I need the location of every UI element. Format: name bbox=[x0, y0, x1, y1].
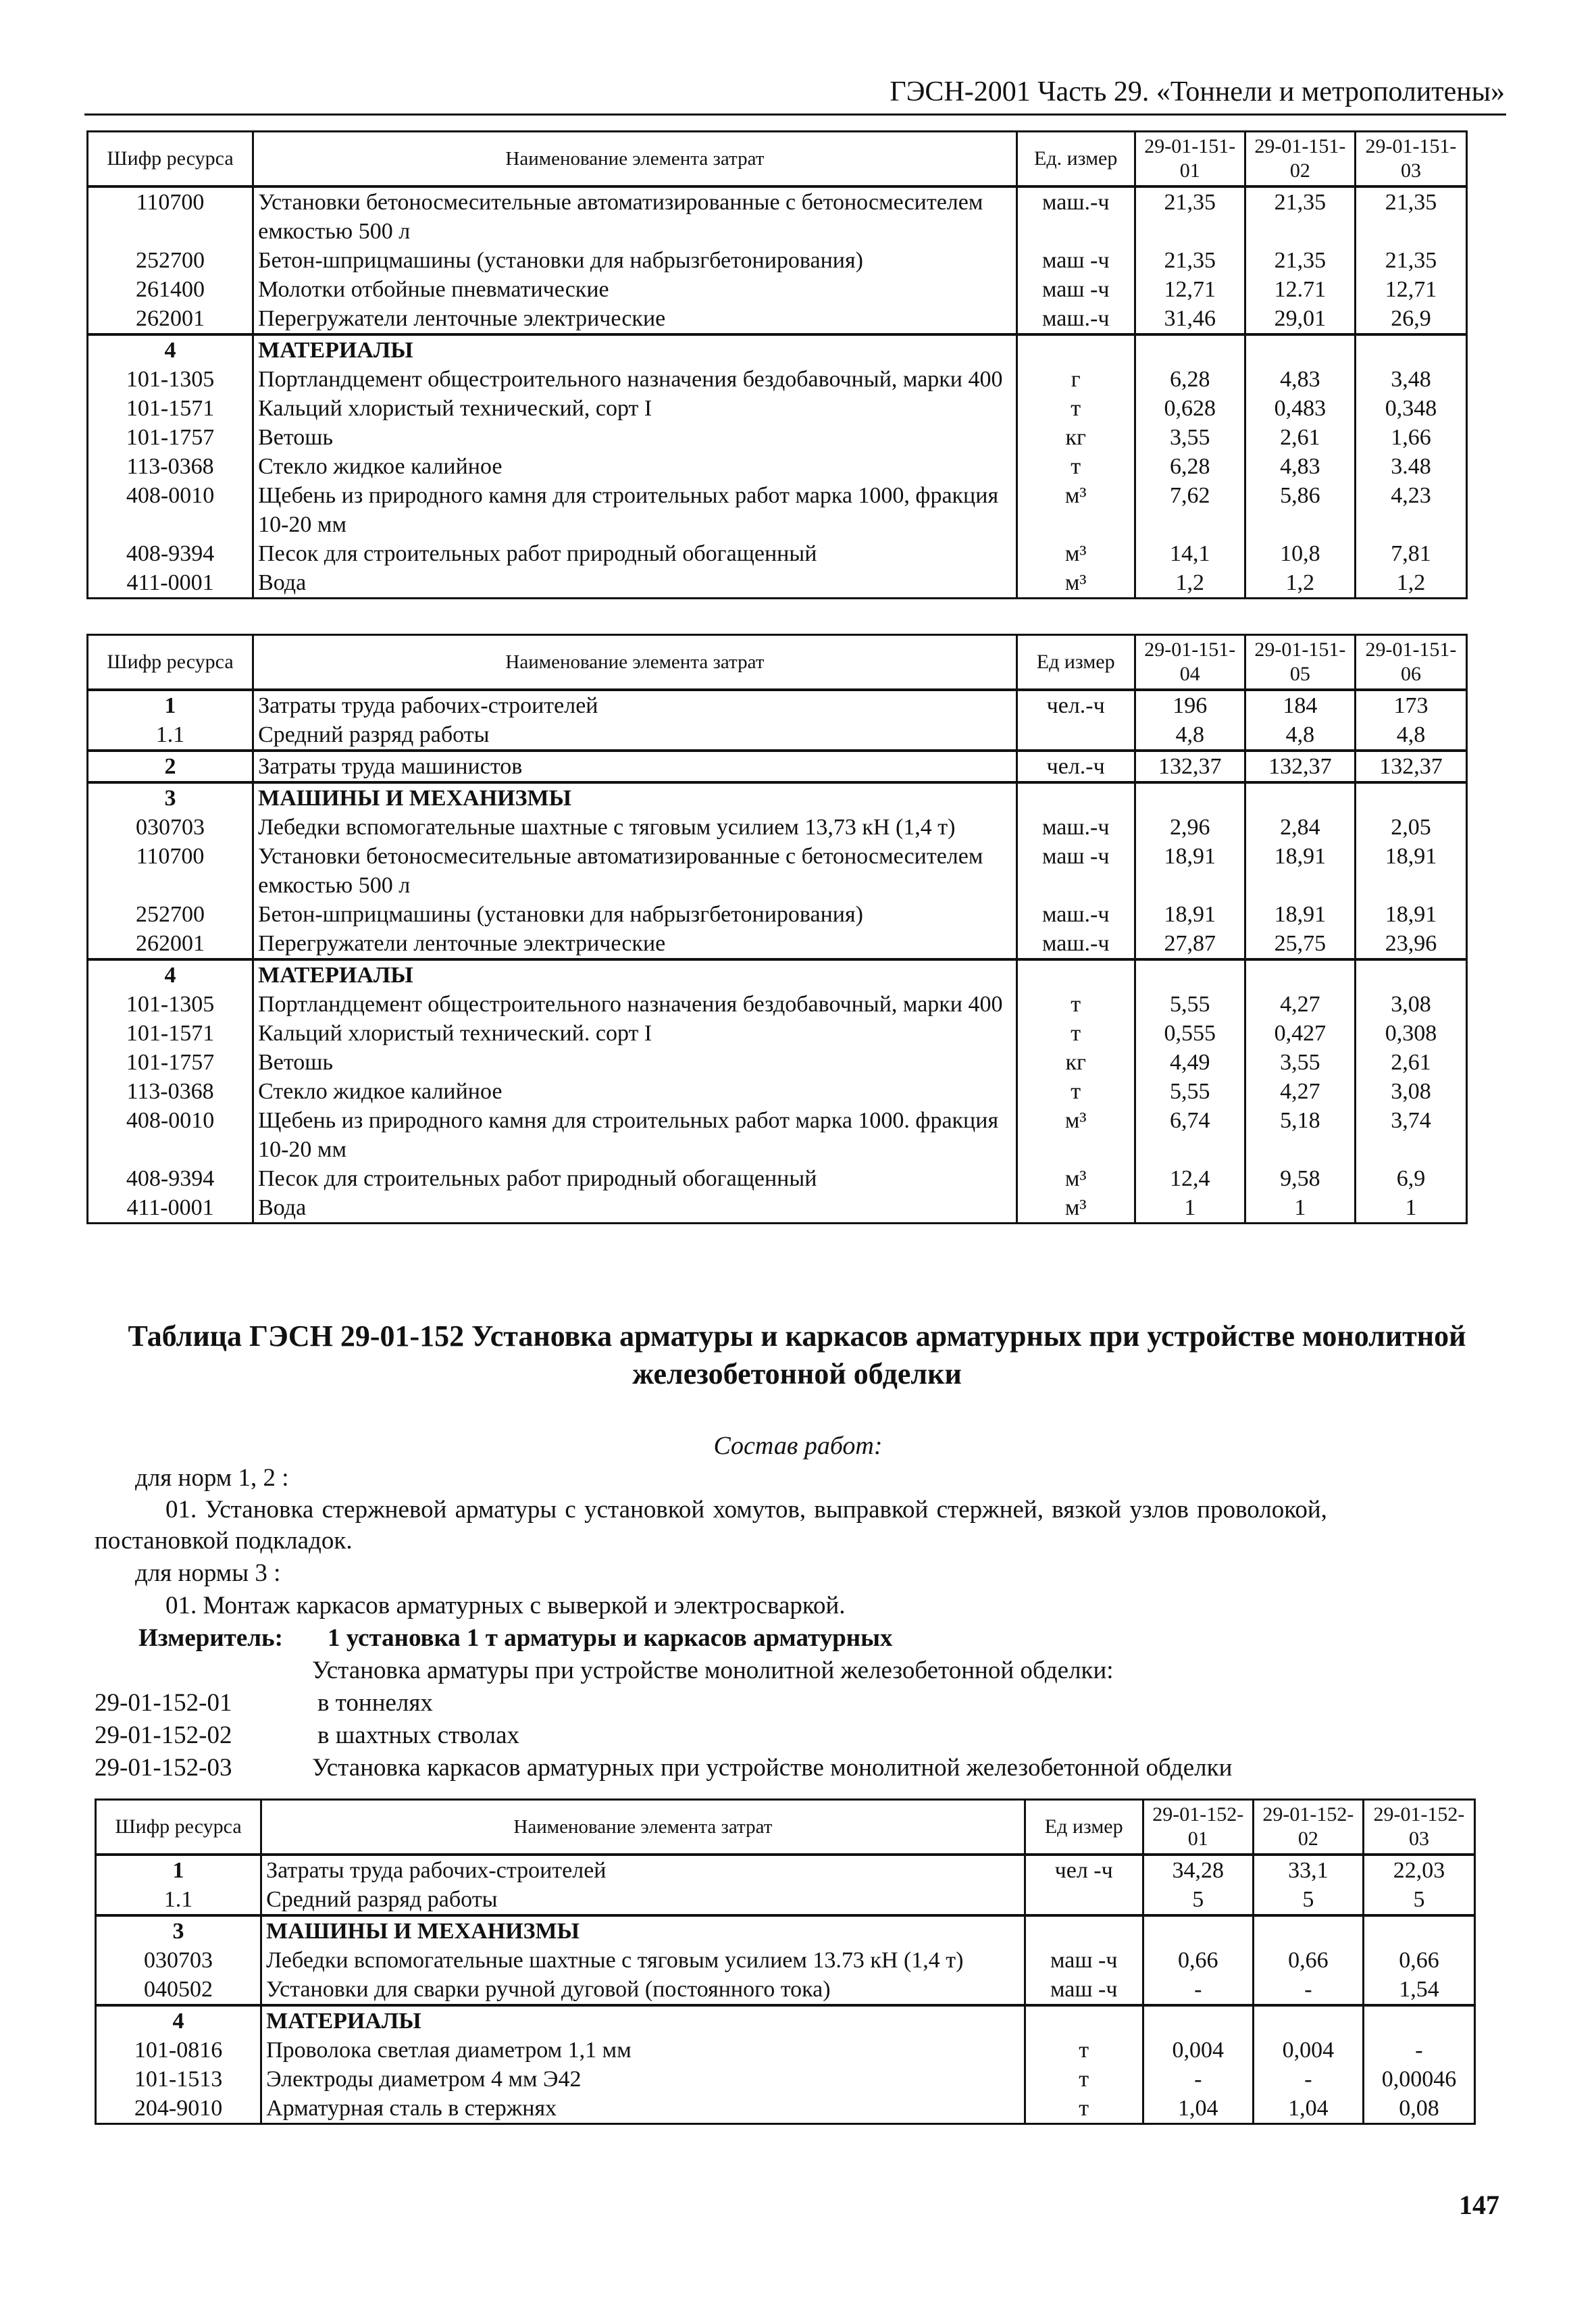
section-heading: МАТЕРИАЛЫ bbox=[261, 2005, 1025, 2036]
unit: маш.-ч bbox=[1016, 304, 1135, 334]
norm-value: 0,66 bbox=[1143, 1946, 1253, 1975]
unit bbox=[1016, 720, 1135, 751]
resource-name: Затраты труда рабочих-строителей bbox=[253, 690, 1017, 720]
norm-value: 29,01 bbox=[1245, 304, 1355, 334]
norm-value: 1 bbox=[1135, 1193, 1245, 1224]
norm-value: 21,35 bbox=[1355, 246, 1466, 275]
meter-label: Измеритель: bbox=[138, 1624, 283, 1652]
table-row bbox=[88, 394, 1467, 423]
section-heading: МАТЕРИАЛЫ bbox=[253, 334, 1017, 365]
unit: м³ bbox=[1016, 1164, 1135, 1193]
resource-name: Ветошь bbox=[253, 423, 1017, 452]
resource-code: 110700 bbox=[88, 842, 253, 900]
norm-value: 3,08 bbox=[1355, 990, 1466, 1019]
norm-value: 184 bbox=[1245, 690, 1355, 720]
norm-value: 18,91 bbox=[1135, 842, 1245, 900]
norm-value: 0,08 bbox=[1363, 2094, 1474, 2124]
norm-value: 4,83 bbox=[1245, 452, 1355, 481]
norm-value bbox=[1245, 782, 1355, 813]
norm-value: 2,96 bbox=[1135, 813, 1245, 842]
table-row bbox=[96, 2094, 1475, 2124]
norm-value bbox=[1355, 334, 1466, 365]
unit: м³ bbox=[1016, 1193, 1135, 1224]
norm-value: 27,87 bbox=[1135, 929, 1245, 959]
resource-name: Установки бетоносмесительные автоматизированные с бетоносмесителем емкостью 500 л bbox=[253, 842, 1017, 900]
norm-desc: Установка каркасов арматурных при устройстве монолитной железобетонной обделки bbox=[312, 1754, 1233, 1782]
norm-value: - bbox=[1253, 1975, 1363, 2005]
norm-value bbox=[1363, 1915, 1474, 1946]
unit: кг bbox=[1016, 423, 1135, 452]
norm-value bbox=[1135, 334, 1245, 365]
norm-value: 0,628 bbox=[1135, 394, 1245, 423]
unit: т bbox=[1016, 990, 1135, 1019]
norm-value: 132,37 bbox=[1355, 751, 1466, 782]
norm-value: 2,61 bbox=[1355, 1048, 1466, 1077]
table-row bbox=[88, 813, 1467, 842]
norm-value: 18,91 bbox=[1245, 842, 1355, 900]
resource-code: 101-1305 bbox=[88, 990, 253, 1019]
norm-value: 4,83 bbox=[1245, 365, 1355, 394]
unit: маш -ч bbox=[1016, 842, 1135, 900]
norm-value: 1,54 bbox=[1363, 1975, 1474, 2005]
norm-value: 12.71 bbox=[1245, 275, 1355, 304]
norm-value: 3,74 bbox=[1355, 1106, 1466, 1164]
resource-code: 1 bbox=[96, 1855, 261, 1885]
table-row bbox=[96, 1975, 1475, 2005]
norm-value: 5,86 bbox=[1245, 481, 1355, 539]
header-unit: Ед измер bbox=[1025, 1800, 1143, 1855]
norm-value: 5 bbox=[1143, 1885, 1253, 1915]
unit: т bbox=[1025, 2094, 1143, 2124]
table-row bbox=[88, 929, 1467, 959]
norm-value bbox=[1253, 2005, 1363, 2036]
norm-value: 18,91 bbox=[1245, 900, 1355, 929]
resource-code: 1.1 bbox=[96, 1885, 261, 1915]
norm-value: 21,35 bbox=[1135, 186, 1245, 246]
norm-value bbox=[1245, 959, 1355, 990]
norm-value: 22,03 bbox=[1363, 1855, 1474, 1885]
norm-value: 5,18 bbox=[1245, 1106, 1355, 1164]
table-row bbox=[96, 2036, 1475, 2065]
norm-value: 6,28 bbox=[1135, 452, 1245, 481]
norm-code: 29-01-152-02 bbox=[95, 1721, 232, 1749]
resource-name: Перегружатели ленточные электрические bbox=[253, 304, 1017, 334]
norm-value: 4,49 bbox=[1135, 1048, 1245, 1077]
header-norm-code: 29-01-151-04 bbox=[1135, 635, 1245, 690]
norm-value: 5,55 bbox=[1135, 1077, 1245, 1106]
norm-value: 18,91 bbox=[1355, 842, 1466, 900]
norm-value: 3,55 bbox=[1245, 1048, 1355, 1077]
norm-value: 3,48 bbox=[1355, 365, 1466, 394]
resource-code: 110700 bbox=[88, 186, 253, 246]
norm-value: 5 bbox=[1253, 1885, 1363, 1915]
norm-desc: в тоннелях bbox=[317, 1689, 433, 1717]
table-row bbox=[88, 1106, 1467, 1164]
header-norm-code: 29-01-151-06 bbox=[1355, 635, 1466, 690]
resource-code: 3 bbox=[96, 1915, 261, 1946]
resource-code: 040502 bbox=[96, 1975, 261, 2005]
table-row bbox=[88, 1048, 1467, 1077]
table-row bbox=[88, 1077, 1467, 1106]
norm-value: 1,2 bbox=[1135, 568, 1245, 599]
header-code: Шифр ресурса bbox=[88, 635, 253, 690]
norm-value: - bbox=[1253, 2065, 1363, 2094]
header-name: Наименование элемента затрат bbox=[261, 1800, 1025, 1855]
norm-value: 4,27 bbox=[1245, 990, 1355, 1019]
norm-value: 1 bbox=[1245, 1193, 1355, 1224]
unit bbox=[1016, 959, 1135, 990]
norm-value: - bbox=[1143, 2065, 1253, 2094]
norm-value: 9,58 bbox=[1245, 1164, 1355, 1193]
resource-code: 101-1757 bbox=[88, 423, 253, 452]
norm-value: 0,483 bbox=[1245, 394, 1355, 423]
table-title: Таблица ГЭСН 29-01-152 Установка арматуры и каркасов арматурных при устройстве монолитной железобетонной обделки bbox=[128, 1319, 1466, 1390]
page-number: 147 bbox=[1459, 2190, 1499, 2220]
resource-code: 101-1757 bbox=[88, 1048, 253, 1077]
resource-name: Портландцемент общестроительного назначения бездобавочный, марки 400 bbox=[253, 990, 1017, 1019]
resource-name: Стекло жидкое калийное bbox=[253, 1077, 1017, 1106]
resource-name: Лебедки вспомогательные шахтные с тяговым усилием 13.73 кН (1,4 т) bbox=[261, 1946, 1025, 1975]
norm-value: 0,427 bbox=[1245, 1019, 1355, 1048]
unit: м³ bbox=[1016, 1106, 1135, 1164]
unit: маш.-ч bbox=[1016, 186, 1135, 246]
unit: чел.-ч bbox=[1016, 690, 1135, 720]
norm-code: 29-01-152-01 bbox=[95, 1689, 232, 1717]
norm-value: 10,8 bbox=[1245, 539, 1355, 568]
norm-group-caption: Установка арматуры при устройстве монолитной железобетонной обделки: bbox=[312, 1657, 1114, 1684]
norm-value: 6,28 bbox=[1135, 365, 1245, 394]
resource-name: Вода bbox=[253, 568, 1017, 599]
resource-name: Затраты труда машинистов bbox=[253, 751, 1017, 782]
table-row bbox=[88, 568, 1467, 599]
header-norm-code: 29-01-151-05 bbox=[1245, 635, 1355, 690]
norm-value: 5,55 bbox=[1135, 990, 1245, 1019]
norm-value: 5 bbox=[1363, 1885, 1474, 1915]
norm-value: 25,75 bbox=[1245, 929, 1355, 959]
norm-value: 3,08 bbox=[1355, 1077, 1466, 1106]
norm-value: 18,91 bbox=[1135, 900, 1245, 929]
header-norm-code: 29-01-152-01 bbox=[1143, 1800, 1253, 1855]
resource-name: Щебень из природного камня для строительных работ марка 1000, фракция 10-20 мм bbox=[253, 481, 1017, 539]
table-row bbox=[88, 186, 1467, 246]
unit: маш.-ч bbox=[1016, 900, 1135, 929]
norm-value: 2,84 bbox=[1245, 813, 1355, 842]
resource-code: 262001 bbox=[88, 929, 253, 959]
norm-value: 1,2 bbox=[1245, 568, 1355, 599]
resource-code: 101-0816 bbox=[96, 2036, 261, 2065]
for-norms-1-2: для норм 1, 2 : bbox=[135, 1464, 289, 1492]
norm-desc: в шахтных стволах bbox=[317, 1721, 519, 1749]
unit bbox=[1016, 782, 1135, 813]
resource-code: 101-1305 bbox=[88, 365, 253, 394]
header-unit: Ед. измер bbox=[1016, 132, 1135, 187]
norm-value: 4,8 bbox=[1245, 720, 1355, 751]
resource-code: 4 bbox=[88, 334, 253, 365]
table-row bbox=[88, 539, 1467, 568]
header-norm-code: 29-01-152-02 bbox=[1253, 1800, 1363, 1855]
norm-value: 1,2 bbox=[1355, 568, 1466, 599]
resource-code: 408-9394 bbox=[88, 1164, 253, 1193]
resource-code: 030703 bbox=[88, 813, 253, 842]
norm-value: - bbox=[1363, 2036, 1474, 2065]
unit: т bbox=[1025, 2036, 1143, 2065]
norm-value: 4,27 bbox=[1245, 1077, 1355, 1106]
resource-table-151-04-06 bbox=[86, 634, 1468, 1224]
header-unit: Ед измер bbox=[1016, 635, 1135, 690]
resource-name: Электроды диаметром 4 мм Э42 bbox=[261, 2065, 1025, 2094]
unit: м³ bbox=[1016, 481, 1135, 539]
unit bbox=[1016, 334, 1135, 365]
table-row bbox=[88, 690, 1467, 720]
resource-code: 101-1571 bbox=[88, 394, 253, 423]
norm-value bbox=[1135, 782, 1245, 813]
norm-value: 1,66 bbox=[1355, 423, 1466, 452]
resource-name: Установки для сварки ручной дуговой (постоянного тока) bbox=[261, 1975, 1025, 2005]
resource-code: 252700 bbox=[88, 246, 253, 275]
resource-table-152 bbox=[95, 1799, 1476, 2125]
header-name: Наименование элемента затрат bbox=[253, 635, 1017, 690]
unit: маш.-ч bbox=[1016, 929, 1135, 959]
table-row bbox=[88, 246, 1467, 275]
norm-value: 12,4 bbox=[1135, 1164, 1245, 1193]
unit bbox=[1025, 1915, 1143, 1946]
norm-value: - bbox=[1143, 1975, 1253, 2005]
unit bbox=[1025, 2005, 1143, 2036]
header-norm-code: 29-01-152-03 bbox=[1363, 1800, 1474, 1855]
norm-value: 4,8 bbox=[1135, 720, 1245, 751]
norm-value: 3.48 bbox=[1355, 452, 1466, 481]
table-row bbox=[88, 1193, 1467, 1224]
unit: т bbox=[1016, 394, 1135, 423]
for-norm-3: для нормы 3 : bbox=[135, 1559, 281, 1587]
norm-value: 23,96 bbox=[1355, 929, 1466, 959]
resource-name: Арматурная сталь в стержнях bbox=[261, 2094, 1025, 2124]
section-row bbox=[88, 782, 1467, 813]
table-row bbox=[96, 1946, 1475, 1975]
table-row bbox=[88, 900, 1467, 929]
unit: т bbox=[1016, 452, 1135, 481]
header-norm-code: 29-01-151-03 bbox=[1355, 132, 1466, 187]
resource-name: Перегружатели ленточные электрические bbox=[253, 929, 1017, 959]
resource-code: 252700 bbox=[88, 900, 253, 929]
norm-value: 4,23 bbox=[1355, 481, 1466, 539]
norm-value: 7,81 bbox=[1355, 539, 1466, 568]
header-code: Шифр ресурса bbox=[96, 1800, 261, 1855]
section-heading: МАШИНЫ И МЕХАНИЗМЫ bbox=[253, 782, 1017, 813]
table-row bbox=[88, 452, 1467, 481]
header-norm-code: 29-01-151-02 bbox=[1245, 132, 1355, 187]
resource-code: 101-1513 bbox=[96, 2065, 261, 2094]
norm-value: 21,35 bbox=[1245, 186, 1355, 246]
work-step-1-2: 01. Установка стержневой арматуры с установкой хомутов, выправкой стержней, вязкой узлов проволокой, bbox=[165, 1496, 1327, 1524]
resource-code: 3 bbox=[88, 782, 253, 813]
norm-value: 132,37 bbox=[1245, 751, 1355, 782]
norm-value bbox=[1143, 2005, 1253, 2036]
norm-value: 1,04 bbox=[1143, 2094, 1253, 2124]
norm-value: 6,9 bbox=[1355, 1164, 1466, 1193]
norm-value bbox=[1143, 1915, 1253, 1946]
norm-value: 26,9 bbox=[1355, 304, 1466, 334]
table-row bbox=[88, 304, 1467, 334]
resource-code: 113-0368 bbox=[88, 1077, 253, 1106]
header-name: Наименование элемента затрат bbox=[253, 132, 1017, 187]
resource-name: Лебедки вспомогательные шахтные с тяговым усилием 13,73 кН (1,4 т) bbox=[253, 813, 1017, 842]
norm-value: 0,66 bbox=[1363, 1946, 1474, 1975]
table-row bbox=[96, 1885, 1475, 1915]
norm-value: 1,04 bbox=[1253, 2094, 1363, 2124]
unit: т bbox=[1016, 1077, 1135, 1106]
resource-code: 408-0010 bbox=[88, 481, 253, 539]
norm-value: 196 bbox=[1135, 690, 1245, 720]
section-row bbox=[96, 2005, 1475, 2036]
table-row bbox=[88, 842, 1467, 900]
resource-name: Щебень из природного камня для строительных работ марка 1000. фракция 10-20 мм bbox=[253, 1106, 1017, 1164]
table-row bbox=[88, 1164, 1467, 1193]
norm-value: 0,555 bbox=[1135, 1019, 1245, 1048]
resource-name: Средний разряд работы bbox=[253, 720, 1017, 751]
table-row bbox=[88, 365, 1467, 394]
resource-code: 101-1571 bbox=[88, 1019, 253, 1048]
resource-code: 1.1 bbox=[88, 720, 253, 751]
resource-name: Установки бетоносмесительные автоматизированные с бетоносмесителем емкостью 500 л bbox=[253, 186, 1017, 246]
table-row bbox=[88, 751, 1467, 782]
resource-name: Бетон-шприцмашины (установки для набрызгбетонирования) bbox=[253, 900, 1017, 929]
resource-name: Вода bbox=[253, 1193, 1017, 1224]
running-head: ГЭСН-2001 Часть 29. «Тоннели и метрополитены» bbox=[890, 76, 1505, 107]
unit: маш.-ч bbox=[1016, 813, 1135, 842]
unit: т bbox=[1016, 1019, 1135, 1048]
unit: маш -ч bbox=[1025, 1975, 1143, 2005]
norm-value: 34,28 bbox=[1143, 1855, 1253, 1885]
section-row bbox=[88, 334, 1467, 365]
resource-name: Проволока светлая диаметром 1,1 мм bbox=[261, 2036, 1025, 2065]
resource-code: 408-9394 bbox=[88, 539, 253, 568]
norm-value: 18,91 bbox=[1355, 900, 1466, 929]
norm-value: 12,71 bbox=[1135, 275, 1245, 304]
resource-name: Молотки отбойные пневматические bbox=[253, 275, 1017, 304]
table-row bbox=[88, 481, 1467, 539]
table-row bbox=[88, 990, 1467, 1019]
resource-name: Стекло жидкое калийное bbox=[253, 452, 1017, 481]
resource-name: Затраты труда рабочих-строителей bbox=[261, 1855, 1025, 1885]
resource-code: 411-0001 bbox=[88, 1193, 253, 1224]
unit: маш -ч bbox=[1025, 1946, 1143, 1975]
resource-code: 261400 bbox=[88, 275, 253, 304]
resource-code: 4 bbox=[88, 959, 253, 990]
norm-value: 3,55 bbox=[1135, 423, 1245, 452]
norm-value: 0,348 bbox=[1355, 394, 1466, 423]
resource-code: 2 bbox=[88, 751, 253, 782]
norm-value: 31,46 bbox=[1135, 304, 1245, 334]
norm-value: 4,8 bbox=[1355, 720, 1466, 751]
norm-value: 132,37 bbox=[1135, 751, 1245, 782]
resource-name: Портландцемент общестроительного назначения бездобавочный, марки 400 bbox=[253, 365, 1017, 394]
resource-name: Песок для строительных работ природный обогащенный bbox=[253, 1164, 1017, 1193]
norm-value: 0,004 bbox=[1143, 2036, 1253, 2065]
unit: кг bbox=[1016, 1048, 1135, 1077]
table-row bbox=[88, 1019, 1467, 1048]
section-row bbox=[96, 1915, 1475, 1946]
table-row bbox=[88, 720, 1467, 751]
resource-code: 408-0010 bbox=[88, 1106, 253, 1164]
norm-value: 12,71 bbox=[1355, 275, 1466, 304]
work-step-1-2-cont: постановкой подкладок. bbox=[95, 1527, 353, 1555]
work-step-3: 01. Монтаж каркасов арматурных с выверкой и электросваркой. bbox=[165, 1592, 846, 1619]
norm-value bbox=[1253, 1915, 1363, 1946]
resource-name: Кальций хлористый технический. сорт I bbox=[253, 1019, 1017, 1048]
norm-code: 29-01-152-03 bbox=[95, 1754, 232, 1782]
norm-value: 14,1 bbox=[1135, 539, 1245, 568]
header-norm-code: 29-01-151-01 bbox=[1135, 132, 1245, 187]
resource-name: Кальций хлористый технический, сорт I bbox=[253, 394, 1017, 423]
header-rule bbox=[84, 114, 1506, 116]
table-row bbox=[96, 1855, 1475, 1885]
norm-value: 7,62 bbox=[1135, 481, 1245, 539]
unit: маш -ч bbox=[1016, 275, 1135, 304]
meter-value: 1 установка 1 т арматуры и каркасов арматурных bbox=[328, 1624, 893, 1652]
norm-value bbox=[1245, 334, 1355, 365]
section-heading: МАШИНЫ И МЕХАНИЗМЫ bbox=[261, 1915, 1025, 1946]
norm-value: 21,35 bbox=[1135, 246, 1245, 275]
norm-value: 173 bbox=[1355, 690, 1466, 720]
norm-value: 0,004 bbox=[1253, 2036, 1363, 2065]
norm-value: 21,35 bbox=[1245, 246, 1355, 275]
norm-value: 2,61 bbox=[1245, 423, 1355, 452]
resource-code: 113-0368 bbox=[88, 452, 253, 481]
section-row bbox=[88, 959, 1467, 990]
norm-value bbox=[1135, 959, 1245, 990]
resource-code: 262001 bbox=[88, 304, 253, 334]
composition-label: Состав работ: bbox=[713, 1432, 883, 1460]
unit bbox=[1025, 1885, 1143, 1915]
table-row bbox=[88, 423, 1467, 452]
resource-name: Бетон-шприцмашины (установки для набрызгбетонирования) bbox=[253, 246, 1017, 275]
norm-value: 2,05 bbox=[1355, 813, 1466, 842]
unit: г bbox=[1016, 365, 1135, 394]
table-row bbox=[88, 275, 1467, 304]
resource-code: 204-9010 bbox=[96, 2094, 261, 2124]
norm-value bbox=[1363, 2005, 1474, 2036]
resource-code: 4 bbox=[96, 2005, 261, 2036]
section-heading: МАТЕРИАЛЫ bbox=[253, 959, 1017, 990]
unit: чел -ч bbox=[1025, 1855, 1143, 1885]
resource-name: Средний разряд работы bbox=[261, 1885, 1025, 1915]
unit: чел.-ч bbox=[1016, 751, 1135, 782]
header-code: Шифр ресурса bbox=[88, 132, 253, 187]
norm-value: 1 bbox=[1355, 1193, 1466, 1224]
norm-value: 21,35 bbox=[1355, 186, 1466, 246]
norm-value: 0,66 bbox=[1253, 1946, 1363, 1975]
norm-value: 33,1 bbox=[1253, 1855, 1363, 1885]
resource-name: Песок для строительных работ природный обогащенный bbox=[253, 539, 1017, 568]
unit: м³ bbox=[1016, 539, 1135, 568]
resource-table-151-01-03 bbox=[86, 130, 1468, 599]
table-row bbox=[96, 2065, 1475, 2094]
norm-value: 6,74 bbox=[1135, 1106, 1245, 1164]
resource-code: 411-0001 bbox=[88, 568, 253, 599]
unit: маш -ч bbox=[1016, 246, 1135, 275]
unit: т bbox=[1025, 2065, 1143, 2094]
unit: м³ bbox=[1016, 568, 1135, 599]
norm-value: 0,308 bbox=[1355, 1019, 1466, 1048]
norm-value bbox=[1355, 782, 1466, 813]
norm-value bbox=[1355, 959, 1466, 990]
norm-value: 0,00046 bbox=[1363, 2065, 1474, 2094]
resource-name: Ветошь bbox=[253, 1048, 1017, 1077]
resource-code: 1 bbox=[88, 690, 253, 720]
resource-code: 030703 bbox=[96, 1946, 261, 1975]
